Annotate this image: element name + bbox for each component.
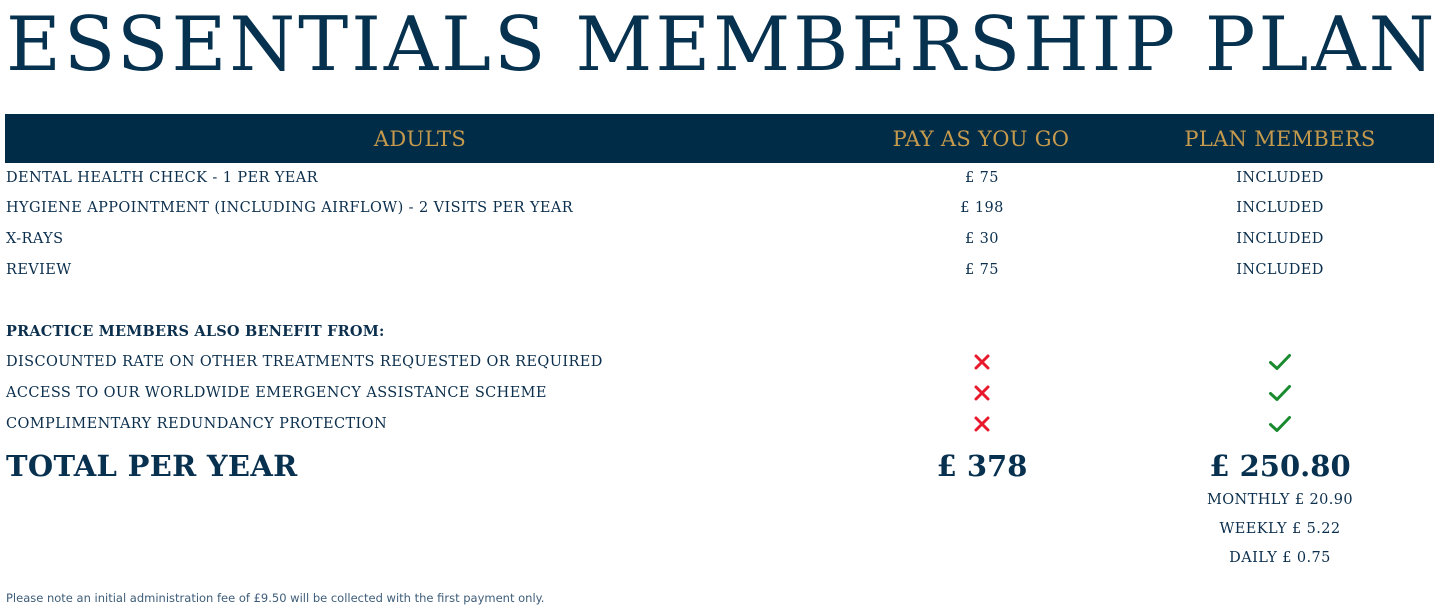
check-icon bbox=[1180, 351, 1380, 373]
weekly-price: WEEKLY £ 5.22 bbox=[1219, 521, 1341, 537]
cross-icon bbox=[882, 351, 1082, 373]
plan-members-value: INCLUDED bbox=[1236, 231, 1324, 247]
total-label: TOTAL PER YEAR bbox=[6, 449, 298, 483]
table-row bbox=[0, 194, 1440, 222]
cross-icon bbox=[882, 382, 1082, 404]
service-label: X-RAYS bbox=[6, 231, 64, 247]
total-plan-members: £ 250.80 bbox=[1209, 449, 1351, 483]
footnote: Please note an initial administration fee of £9.50 will be collected with the first payment only. bbox=[6, 591, 545, 605]
table-row bbox=[0, 225, 1440, 253]
check-icon bbox=[1180, 382, 1380, 404]
cross-icon bbox=[882, 413, 1082, 435]
service-label: HYGIENE APPOINTMENT (INCLUDING AIRFLOW) - 2 VISITS PER YEAR bbox=[6, 200, 574, 216]
check-icon bbox=[1180, 413, 1380, 435]
total-pay-as-you-go: £ 378 bbox=[936, 449, 1028, 483]
benefit-label: DISCOUNTED RATE ON OTHER TREATMENTS REQUESTED OR REQUIRED bbox=[6, 354, 603, 370]
header-plan-members: PLAN MEMBERS bbox=[1184, 127, 1376, 151]
table-header bbox=[5, 114, 1434, 163]
pay-as-you-go-price: £ 75 bbox=[965, 262, 999, 278]
monthly-price: MONTHLY £ 20.90 bbox=[1207, 492, 1353, 508]
pay-as-you-go-price: £ 30 bbox=[965, 231, 999, 247]
daily-price: DAILY £ 0.75 bbox=[1229, 550, 1331, 566]
benefit-row bbox=[0, 410, 1440, 438]
page-title: ESSENTIALS MEMBERSHIP PLAN bbox=[6, 0, 1438, 88]
benefit-label: ACCESS TO OUR WORLDWIDE EMERGENCY ASSISTANCE SCHEME bbox=[6, 385, 547, 401]
table-row bbox=[0, 164, 1440, 192]
plan-members-value: INCLUDED bbox=[1236, 262, 1324, 278]
benefit-row bbox=[0, 379, 1440, 407]
plan-members-value: INCLUDED bbox=[1236, 170, 1324, 186]
header-adults: ADULTS bbox=[373, 127, 467, 151]
benefits-heading: PRACTICE MEMBERS ALSO BENEFIT FROM: bbox=[6, 323, 385, 340]
benefit-label: COMPLIMENTARY REDUNDANCY PROTECTION bbox=[6, 416, 388, 432]
service-label: REVIEW bbox=[6, 262, 72, 278]
benefit-row bbox=[0, 348, 1440, 376]
table-row bbox=[0, 256, 1440, 284]
service-label: DENTAL HEALTH CHECK - 1 PER YEAR bbox=[6, 170, 318, 186]
header-pay-as-you-go: PAY AS YOU GO bbox=[892, 127, 1070, 151]
plan-members-value: INCLUDED bbox=[1236, 200, 1324, 216]
pay-as-you-go-price: £ 198 bbox=[960, 200, 1004, 216]
pay-as-you-go-price: £ 75 bbox=[965, 170, 999, 186]
